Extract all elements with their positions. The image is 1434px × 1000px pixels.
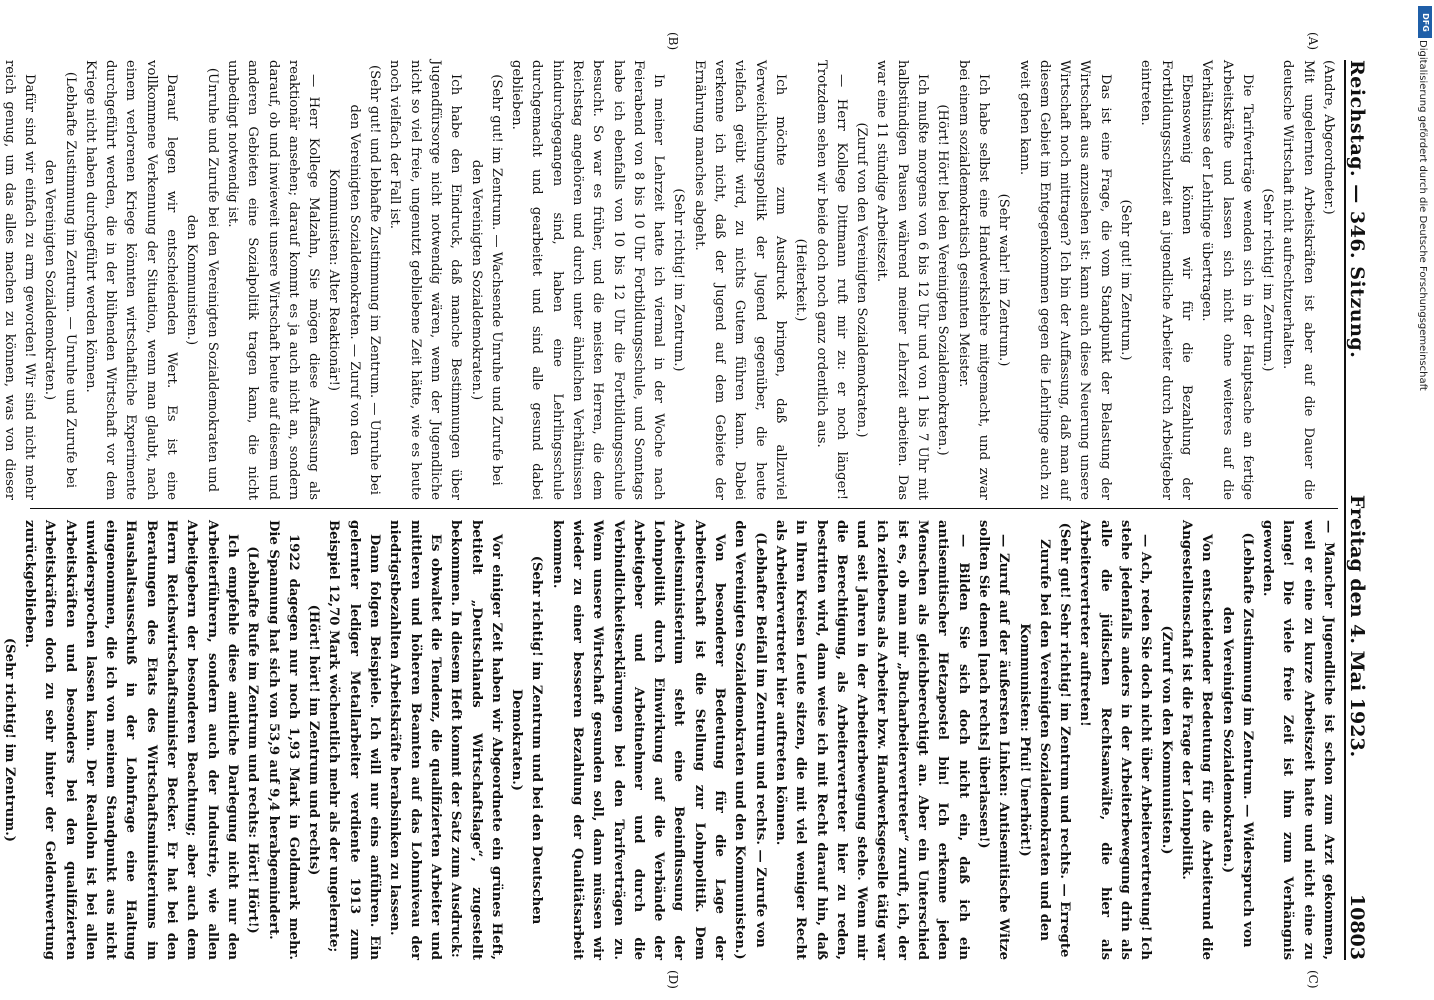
paragraph: Ich habe den Eindruck, daß manche Bestimmungen über Jugendfürsorge nicht notwendig wären, wenn der Jugendliche nicht so viel freie, ungenutzt gebliebene Zeit hätte, wie es heute noch vielfach der Fall ist. — [387, 60, 464, 500]
digitization-sidebar — [1416, 40, 1430, 940]
interjection: (Lebhafte Zustimmung im Zentrum. — Unruhe und Zurufe bei den Vereinigten Sozialdemokraten.) — [42, 71, 78, 489]
interjection: (Sehr gut! im Zentrum. — Wachsende Unruhe und Zurufe bei den Vereinigten Sozialdemokraten.) — [468, 74, 504, 486]
interjection: (Zuruf von den Kommunisten.) — [1158, 625, 1174, 855]
margin-mark-d: (D) — [666, 970, 680, 989]
paragraph: — Zuruf auf der äußersten Linken: Antisemitische Witze sollten Sie denen [nach rechts] überlassen!) — [975, 520, 1012, 960]
interjection: (Lebhafter Beifall im Zentrum und rechts. — Zurufe von den Vereinigten Sozialdemokraten und den Kommunisten.) — [732, 520, 768, 960]
margin-mark-c: (C) — [1306, 970, 1320, 989]
page-header — [1344, 60, 1382, 960]
paragraph: Mit ungelernten Arbeitskräften ist aber auf die Dauer die deutsche Wirtschaft nicht aufrechtzuerhalten. — [1280, 60, 1316, 500]
paragraph: Dann folgen Beispiele. Ich will nur eins anführen. Ein gelernter lediger Metallarbeiter verdiente 1913 zum Beispiel 12,70 Mark wöchentlich mehr als der ungelernte; — [326, 520, 383, 960]
paragraph: Von besonderer Bedeutung für die Lage der Arbeiterschaft ist die Stellung zur Lohnpolitik. Dem Arbeitsministerium steht eine Beeinflussung der Lohnpolitik durch Einwirkung auf die Verbände der Arbeitgeber und Arbeitnehmer und durch die Verbindlichkeitserklärungen bei den Tarifverträgen zu. Wenn unsere Wirtschaft gesunden soll, dann müssen wir wieder zu einer besseren Bezahlung der Qualitätsarbeit kommen. — [549, 520, 728, 960]
paragraph: Von entscheidender Bedeutung für die Arbeiterund die Angestelltenschaft ist die Frage der Lohnpolitik. — [1178, 520, 1215, 960]
interjection: (Heiterkeit.) — [793, 238, 809, 322]
paragraph: Die Tarifverträge wenden sich in der Hauptsache an fertige Arbeitskräfte und lassen sich nicht ohne weiteres auf die Verhältnisse der Lehrlinge übertragen. — [1199, 60, 1255, 500]
margin-mark-a: (A) — [1306, 32, 1320, 51]
paragraph: Dafür sind wir einfach zu arm geworden! Wir sind nicht mehr reich genug, um das alles machen zu können, was von dieser — [1, 60, 37, 500]
interjection: (Sehr richtig! im Zentrum.) — [671, 188, 687, 372]
margin-mark-b: (B) — [666, 32, 680, 51]
interjection: (Sehr wahr! im Zentrum.) — [996, 193, 1012, 367]
paragraph: Ich empfehle diese amtliche Darlegung nicht nur den Arbeiterführern, sondern auch der Industrie, wie allen Arbeitgebern der besonderen Beachtung; aber auch dem Herrn Reichswirtschaftsminister Becker. Er hat bei den Beratungen des Etats des Wirtschaftsministeriums im Haushaltsausschuß in der Lohnfrage eine Haltung eingenommen, die ich von meinem Standpunkt aus nicht unwidersprochen lassen kann. Der Reallohn ist bei allen Arbeitskräften und besonders bei den qualifizierten Arbeitskräften doch zu sehr hinter der Geldentwertung zurückgeblieben. — [22, 520, 240, 960]
paragraph: — Herr Kollege Malzahn, Sie mögen diese Auffassung als reaktionär ansehen; darauf kommt es ja auch nicht an, sondern darauf, ob und inwieweit unsere Wirtschaft heute auf diesem und anderen Gebieten eine Sozialpolitik tragen kann, die nicht unbedingt notwendig ist. — [224, 60, 322, 500]
interjection: (Hört! hört! im Zentrum und rechts) — [306, 604, 322, 876]
paragraph: Darauf legen wir entscheidenden Wert. Es ist eine vollkommene Verkennung der Situation, wenn man glaubt, nach einem verlorenen Kriege könnten wirtschaftliche Experimente durchgeführt werden, die in der blühenden Wirtschaft vor dem Kriege nicht haben durchgeführt werden können. — [82, 60, 180, 500]
paragraph: Ich habe selbst eine Handwerkslehre mitgemacht, und zwar bei einem sozialdemokratisch gesinnten Meister. — [955, 60, 991, 500]
interjection: (Sehr richtig! im Zentrum.) — [1260, 188, 1276, 372]
text-column-left — [1, 60, 1338, 500]
interjection: (Sehr richtig! im Zentrum und bei den Deutschen Demokraten.) — [509, 555, 545, 925]
interjection: (Zuruf von den Vereinigten Sozialdemokraten.) — [854, 122, 870, 438]
interjection: (Sehr gut! im Zentrum.) — [1118, 199, 1134, 361]
digitization-note: Digitalisierung gefördert durch die Deutsche Forschungsgemeinschaft — [1417, 40, 1428, 391]
page-number: 10803 — [1346, 893, 1368, 960]
paragraph: Vor einiger Zeit haben wir Abgeordnete ein grünes Heft, betitelt „Deutschlands Wirtschaftslage“, zugestellt bekommen. In diesem Heft kommt der Satz zum Ausdruck: — [448, 520, 504, 960]
paragraph: Es obwaltet die Tendenz, die qualifizierten Arbeiter und mittleren und höheren Beamten auf das Lohnniveau der niedrigstbezahlten Arbeitskräfte herabsinken zu lassen. — [387, 520, 443, 960]
paragraph: Ebensowenig können wir für die Bezahlung der Fortbildungsschulzeit an jugendliche Arbeiter durch Arbeitgeber eintreten. — [1138, 60, 1194, 500]
paragraph: — Mancher Jugendliche ist schon zum Arzt gekommen, weil er eine zu kurze Arbeitszeit hatte und nicht eine zu lange! Die viele freie Zeit ist ihm zum Verhängnis geworden. — [1260, 520, 1336, 960]
paragraph: — Bilden Sie sich doch nicht ein, daß ich ein antisemitischer Hetzapostel bin! Ich erkenne jeden Menschen als gleichberechtigt an. Aber ein Unterschied ist es, ob man mir „Bucharbeitervertreter“ zuruft, ich, der ich zeitlebens als Arbeiter bzw. Handwerksgeselle tätig war und seit Jahren in der Arbeiterbewegung stehe. Wenn mir die Berechtigung, als Arbeitervertreter hier zu reden, bestritten wird, dann weise ich mit Recht darauf hin, daß in Ihren Kreisen Leute sitzen, die mit viel weniger Recht als Arbeitervertreter hier auftreten können. — [772, 520, 971, 961]
text-column-right — [1, 520, 1338, 961]
paragraph: Das ist eine Frage, die vom Standpunkt der Belastung der Wirtschaft aus anzusehen ist: kann auch diese Neuerung unsere Wirtschaft noch mittragen? Ich bin der Auffassung, daß man auf diesem Gebiet im Entgegenkommen gegen die Lehrlinge auch zu weit gehen kann. — [1016, 60, 1113, 500]
interjection: (Hört! Hört! bei den Vereinigten Sozialdemokraten.) — [935, 104, 951, 456]
paragraph: 1922 dagegen nur noch 1,93 Mark in Goldmark mehr. Die Spannung hat sich von 53,9 auf 9,4 herabgemindert. — [265, 520, 301, 960]
interjection: (Sehr richtig! im Zentrum.) — [1, 637, 17, 843]
interjection: (Sehr gut! und lebhafte Zustimmung im Zentrum. — Unruhe bei den Vereinigten Sozialdemokraten. — Zuruf von den Kommunisten: Alter Reaktionär!) — [326, 65, 383, 495]
paragraph: Ich mußte morgens von 6 bis 12 Uhr und von 1 bis 7 Uhr mit halbstündigen Pausen während meiner Lehrzeit arbeiten. Das war eine 11 stündige Arbeitszeit. — [874, 60, 931, 500]
paragraph: (Andre, Abgeordneter.) — [1321, 60, 1336, 215]
interjection: (Lebhafte Rufe im Zentrum und rechts: Hört! Hört!) — [245, 546, 261, 934]
paragraph: — Ach, reden Sie doch nicht über Arbeitervertretung! Ich stehe jedenfalls anders in der Arbeiterbewegung drin als alle die jüdischen Rechtsanwälte, die hier als Arbeitervertreter auftreten! — [1077, 520, 1154, 960]
dfg-logo: DFG — [1418, 6, 1432, 38]
header-date: Freitag den 4. Mai 1923. — [1346, 494, 1368, 758]
header-session: Reichstag. — 346. Sitzung. — [1346, 60, 1368, 359]
paragraph: Ich möchte zum Ausdruck bringen, daß allzuviel Verweichlichungspolitik der Jugend gegenüber, die heute vielfach geübt wird, zu nichts Gutem führen kann. Dabei verkenne ich nicht, daß der Jugend auf dem Gebiete der Ernährung manches abgeht. — [691, 60, 788, 500]
interjection: (Unruhe und Zurufe bei den Vereinigten Sozialdemokraten und den Kommunisten.) — [184, 67, 220, 493]
interjection: (Sehr gut! Sehr richtig! im Zentrum und rechts. — Erregte Zurufe bei den Vereinigten Sozialdemokraten und den Kommunisten: Pfui! Unerhört!) — [1016, 522, 1073, 958]
interjection: (Lebhafte Zustimmung im Zentrum. — Widerspruch von den Vereinigten Sozialdemokraten.) — [1219, 532, 1255, 948]
column-divider — [30, 508, 1338, 509]
paragraph: In meiner Lehrzeit hatte ich viermal in der Woche nach Feierabend von 8 bis 10 Uhr Fortbildungsschule, und Sonntags habe ich ebenfalls von 10 bis 12 Uhr die Fortbildungsschule besucht. So war es früher, und die meisten Herren, die dem Reichstag angehören und durch unter ähnlichen Verhältnissen hindurchgegangen sind, haben eine Lehrlingsschule durchgemacht und gearbeitet und sind alle gesund dabei geblieben. — [509, 60, 667, 500]
paragraph: — Herr Kollege Dittmann ruft mir zu: er noch länger! Trotzdem sehen wir beide doch noch ganz ordentlich aus. — [813, 60, 849, 500]
